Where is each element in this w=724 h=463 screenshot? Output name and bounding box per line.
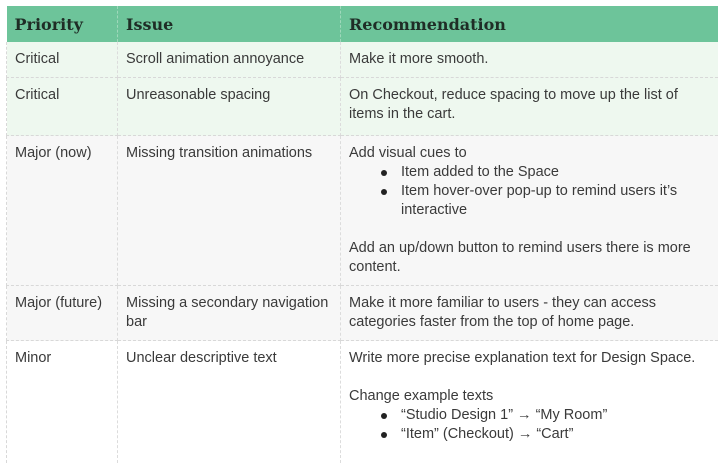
table-row	[7, 78, 718, 136]
recommendation-header: Recommendation	[341, 6, 718, 42]
bullet-list	[349, 163, 710, 220]
issue-cell: Scroll animation annoyance	[118, 42, 341, 78]
recommendation-intro: Add visual cues to	[349, 144, 710, 163]
priority-cell: Critical	[7, 78, 118, 136]
issue-cell: Missing a secondary navigation bar	[118, 286, 341, 341]
bullet-item: Item hover-over pop-up to remind users it’s interactive	[381, 182, 710, 220]
priority-cell: Minor	[7, 341, 118, 463]
bullet-item: “Item” (Checkout) → “Cart”	[381, 425, 710, 444]
bullet-item: “Studio Design 1” → “My Room”	[381, 406, 710, 425]
issue-cell: Unclear descriptive text	[118, 341, 341, 463]
header-row	[7, 6, 718, 42]
recommendation-outro: Change example texts	[349, 387, 710, 406]
recommendation-cell	[341, 136, 718, 286]
recommendation-cell: Make it more familiar to users - they can access categories faster from the top of home page.	[341, 286, 718, 341]
recommendation-cell: Make it more smooth.	[341, 42, 718, 78]
priority-cell: Major (future)	[7, 286, 118, 341]
issue-cell: Unreasonable spacing	[118, 78, 341, 136]
table-row	[7, 42, 718, 78]
table-row	[7, 136, 718, 286]
recommendations-table	[6, 6, 718, 463]
table-row	[7, 286, 718, 341]
priority-cell: Major (now)	[7, 136, 118, 286]
recommendation-outro: Add an up/down button to remind users there is more content.	[349, 239, 710, 277]
issue-header: Issue	[118, 6, 341, 42]
table-row	[7, 341, 718, 463]
bullet-list	[349, 406, 710, 444]
priority-header: Priority	[7, 6, 118, 42]
priority-cell: Critical	[7, 42, 118, 78]
recommendation-cell	[341, 341, 718, 463]
bullet-item: Item added to the Space	[381, 163, 710, 182]
recommendation-cell: On Checkout, reduce spacing to move up the list of items in the cart.	[341, 78, 718, 136]
recommendation-intro: Write more precise explanation text for Design Space.	[349, 349, 710, 368]
issue-cell: Missing transition animations	[118, 136, 341, 286]
